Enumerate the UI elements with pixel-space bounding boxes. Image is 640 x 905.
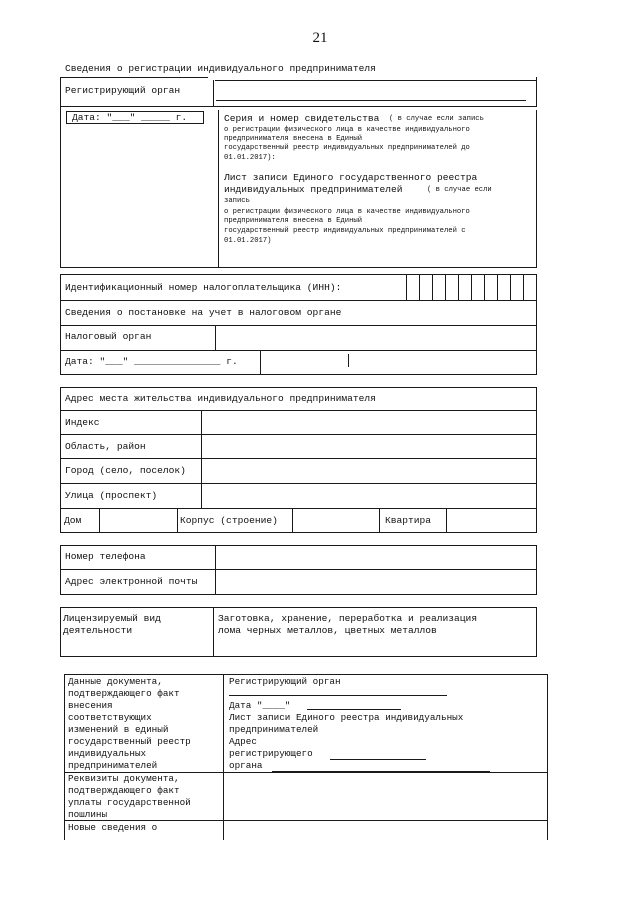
- street-input[interactable]: [202, 484, 536, 508]
- doc-label-line: индивидуальных: [68, 748, 147, 759]
- apartment-input[interactable]: [447, 509, 536, 532]
- apartment-label: Квартира: [385, 515, 432, 526]
- license-value-line2: лома черных металлов, цветных металлов: [218, 625, 437, 636]
- certificate-title: Серия и номер свидетельства: [224, 113, 380, 124]
- sheet-note-line: государственный реестр индивидуальных предпринимателей с: [224, 227, 466, 235]
- street-label: Улица (проспект): [65, 490, 158, 501]
- certificate-note: ( в случае если запись: [389, 115, 484, 123]
- doc-label-line: подтверждающего факт: [68, 688, 180, 699]
- sheet-title-line2: индивидуальных предпринимателей: [224, 184, 403, 195]
- doc-label-line: государственный реестр: [68, 736, 191, 747]
- doc-label-line: изменений в единый: [68, 724, 169, 735]
- certificate-note-line: государственный реестр индивидуальных предпринимателей до: [224, 144, 470, 152]
- email-input[interactable]: [216, 570, 536, 594]
- city-label: Город (село, поселок): [65, 465, 186, 476]
- authority-label: Регистрирующий орган: [65, 85, 181, 96]
- new-info-label: Новые сведения о: [68, 822, 158, 833]
- registration-heading: Сведения о регистрации индивидуального предпринимателя: [65, 63, 376, 74]
- payment-label-line: подтверждающего факт: [68, 785, 180, 796]
- license-label-line2: деятельности: [63, 625, 133, 636]
- payment-label-line: Реквизиты документа,: [68, 773, 180, 784]
- certificate-note-line: 01.01.2017):: [224, 154, 276, 162]
- doc-label-line: предпринимателей: [68, 760, 158, 771]
- license-value: Заготовка, хранение, переработка и реализация: [218, 613, 478, 624]
- phone-input[interactable]: [216, 546, 536, 569]
- certificate-note-line: предпринимателя внесена в Единый: [224, 135, 363, 143]
- doc-label-line: соответствующих: [68, 712, 152, 723]
- index-label: Индекс: [65, 417, 100, 428]
- house-label: Дом: [64, 515, 82, 526]
- inn-label: Идентификационный номер налогоплательщика (ИНН):: [65, 282, 342, 293]
- doc-label-line: Данные документа,: [68, 676, 163, 687]
- changes-address-label: Адрес: [229, 736, 257, 747]
- tax-authority-label: Налоговый орган: [65, 331, 152, 342]
- sheet-note-line: предпринимателя внесена в Единый: [224, 217, 363, 225]
- license-label: Лицензируемый вид: [63, 613, 161, 624]
- new-info-input[interactable]: [224, 821, 546, 840]
- changes-sheet-label: Лист записи Единого реестра индивидуальных: [229, 712, 464, 723]
- address-heading: Адрес места жительства индивидуального предпринимателя: [65, 393, 376, 404]
- page-number: 21: [312, 30, 328, 46]
- sheet-note: ( в случае если: [427, 186, 492, 194]
- region-label: Область, район: [65, 441, 146, 452]
- email-label: Адрес электронной почты: [65, 576, 198, 587]
- building-label: Корпус (строение): [180, 515, 278, 526]
- sheet-note-line: 01.01.2017): [224, 237, 272, 245]
- sheet-note-line: о регистрации физического лица в качестве индивидуального: [224, 208, 470, 216]
- changes-authority-address: регистрирующего: [229, 748, 313, 759]
- tax-date-label: Дата: "___" _______________ г.: [65, 356, 238, 367]
- payment-label-line: пошлины: [68, 809, 108, 820]
- region-input[interactable]: [202, 435, 536, 458]
- phone-label: Номер телефона: [65, 551, 146, 562]
- index-input[interactable]: [202, 411, 536, 434]
- doc-label-line: внесения: [68, 700, 113, 711]
- text-cursor: [348, 354, 349, 367]
- house-input[interactable]: [100, 509, 177, 532]
- certificate-note-line: о регистрации физического лица в качестве индивидуального: [224, 126, 470, 134]
- sheet-title: Лист записи Единого государственного реестра: [224, 172, 478, 183]
- changes-authority-address-line2: органа: [229, 760, 263, 771]
- sheet-note-line: запись: [224, 197, 250, 205]
- building-input[interactable]: [293, 509, 378, 532]
- changes-sheet-label-line2: предпринимателей: [229, 724, 319, 735]
- tax-registration-label: Сведения о постановке на учет в налоговом органе: [65, 307, 342, 318]
- changes-date-label: Дата "____": [229, 700, 291, 711]
- city-input[interactable]: [202, 459, 536, 483]
- payment-input[interactable]: [224, 773, 546, 820]
- payment-label-line: уплаты государственной: [68, 797, 191, 808]
- registration-date-label: Дата: "___" _____ г.: [72, 112, 188, 123]
- changes-authority-label: Регистрирующий орган: [229, 676, 341, 687]
